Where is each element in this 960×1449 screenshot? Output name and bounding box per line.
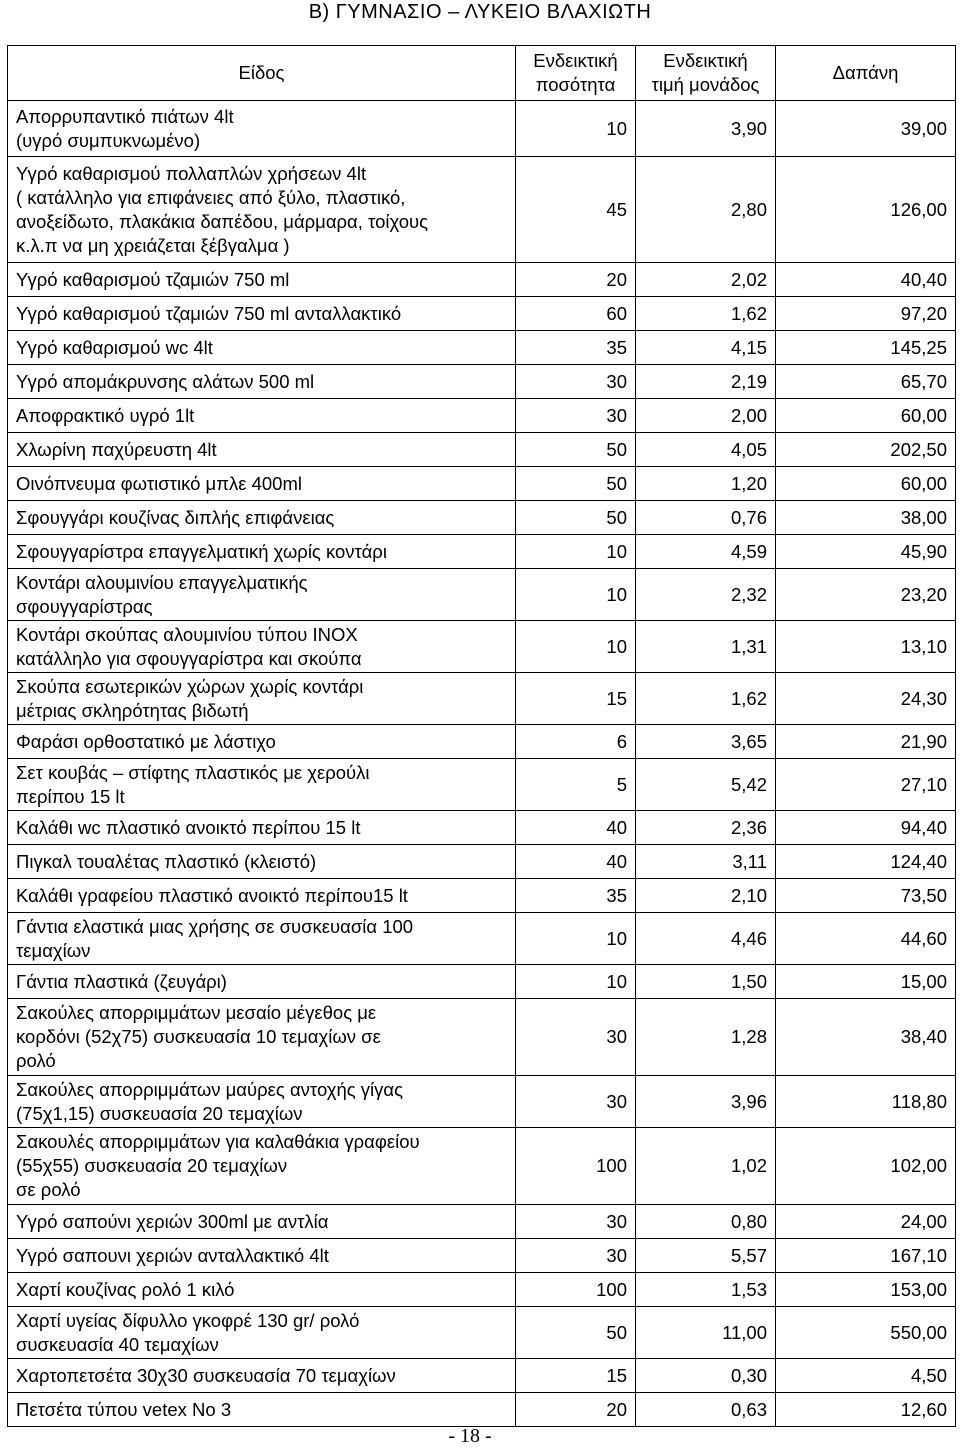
item-unit-price: 1,53 [636, 1273, 776, 1307]
section-title: Β) ΓΥΜΝΑΣΙΟ – ΛΥΚΕΙΟ ΒΛΑΧΙΩΤΗ [308, 1, 652, 23]
table-row [8, 811, 956, 845]
item-description: Πετσέτα τύπου vetex No 3 [8, 1393, 516, 1427]
item-quantity: 15 [516, 673, 636, 725]
item-quantity: 6 [516, 725, 636, 759]
item-description: Χαρτί κουζίνας ρολό 1 κιλό [8, 1273, 516, 1307]
item-unit-price: 0,30 [636, 1359, 776, 1393]
item-description: Σακούλες απορριμμάτων μαύρες αντοχής γίγας (75χ1,15) συσκευασία 20 τεμαχίων [8, 1076, 516, 1128]
table-row [8, 1393, 956, 1427]
item-quantity: 60 [516, 297, 636, 331]
header-cost: Δαπάνη [776, 46, 956, 101]
item-description: Κοντάρι αλουμινίου επαγγελματικής σφουγγαρίστρας [8, 569, 516, 621]
item-cost: 60,00 [776, 467, 956, 501]
table-row [8, 569, 956, 621]
item-quantity: 50 [516, 467, 636, 501]
item-quantity: 50 [516, 1307, 636, 1359]
item-unit-price: 4,05 [636, 433, 776, 467]
item-quantity: 30 [516, 1239, 636, 1273]
item-unit-price: 4,15 [636, 331, 776, 365]
item-cost: 15,00 [776, 965, 956, 999]
item-description: Χαρτοπετσέτα 30χ30 συσκευασία 70 τεμαχίων [8, 1359, 516, 1393]
item-unit-price: 1,28 [636, 999, 776, 1076]
table-row [8, 297, 956, 331]
item-quantity: 5 [516, 759, 636, 811]
item-cost: 4,50 [776, 1359, 956, 1393]
item-unit-price: 2,00 [636, 399, 776, 433]
item-cost: 65,70 [776, 365, 956, 399]
table-row [8, 725, 956, 759]
item-description: Καλάθι γραφείου πλαστικό ανοικτό περίπου15 lt [8, 879, 516, 913]
item-cost: 38,40 [776, 999, 956, 1076]
item-quantity: 30 [516, 1076, 636, 1128]
item-quantity: 10 [516, 621, 636, 673]
item-unit-price: 2,80 [636, 157, 776, 263]
item-quantity: 100 [516, 1273, 636, 1307]
item-description: Υγρό καθαρισμού πολλαπλών χρήσεων 4lt ( κατάλληλο για επιφάνειες από ξύλο, πλαστικό, ανοξείδωτο, πλακάκια δαπέδου, μάρμαρα, τοίχους κ.λ.π να μη χρειάζεται ξέβγαλμα ) [8, 157, 516, 263]
item-quantity: 35 [516, 331, 636, 365]
item-unit-price: 3,90 [636, 101, 776, 157]
item-description: Σετ κουβάς – στίφτης πλαστικός με χερούλι περίπου 15 lt [8, 759, 516, 811]
item-quantity: 30 [516, 999, 636, 1076]
item-quantity: 35 [516, 879, 636, 913]
item-unit-price: 1,20 [636, 467, 776, 501]
item-quantity: 10 [516, 965, 636, 999]
item-description: Αποφρακτικό υγρό 1lt [8, 399, 516, 433]
item-cost: 21,90 [776, 725, 956, 759]
item-unit-price: 1,62 [636, 297, 776, 331]
item-quantity: 10 [516, 913, 636, 965]
item-cost: 94,40 [776, 811, 956, 845]
item-unit-price: 1,31 [636, 621, 776, 673]
table-row [8, 101, 956, 157]
item-quantity: 10 [516, 569, 636, 621]
item-unit-price: 4,46 [636, 913, 776, 965]
item-unit-price: 1,50 [636, 965, 776, 999]
item-description: Καλάθι wc πλαστικό ανοικτό περίπου 15 lt [8, 811, 516, 845]
table-row [8, 365, 956, 399]
item-unit-price: 2,10 [636, 879, 776, 913]
item-unit-price: 2,36 [636, 811, 776, 845]
item-description: Γάντια ελαστικά μιας χρήσης σε συσκευασία 100 τεμαχίων [8, 913, 516, 965]
item-cost: 45,90 [776, 535, 956, 569]
item-description: Σφουγγαρίστρα επαγγελματική χωρίς κοντάρι [8, 535, 516, 569]
page-number: - 18 - [448, 1425, 492, 1447]
item-cost: 39,00 [776, 101, 956, 157]
item-cost: 24,00 [776, 1205, 956, 1239]
item-quantity: 10 [516, 101, 636, 157]
table-row [8, 501, 956, 535]
table-row [8, 399, 956, 433]
item-unit-price: 0,63 [636, 1393, 776, 1427]
item-description: Υγρό απομάκρυνσης αλάτων 500 ml [8, 365, 516, 399]
item-description: Σκούπα εσωτερικών χώρων χωρίς κοντάρι μέτριας σκληρότητας βιδωτή [8, 673, 516, 725]
item-cost: 12,60 [776, 1393, 956, 1427]
supplies-table [7, 45, 956, 1427]
item-unit-price: 5,57 [636, 1239, 776, 1273]
item-cost: 44,60 [776, 913, 956, 965]
item-description: Σφουγγάρι κουζίνας διπλής επιφάνειας [8, 501, 516, 535]
table-body [8, 101, 956, 1427]
item-description: Σακούλες απορριμμάτων μεσαίο μέγεθος με κορδόνι (52χ75) συσκευασία 10 τεμαχίων σε ρολό [8, 999, 516, 1076]
table-row [8, 433, 956, 467]
item-description: Σακουλές απορριμμάτων για καλαθάκια γραφείου (55χ55) συσκευασία 20 τεμαχίων σε ρολό [8, 1128, 516, 1205]
item-quantity: 15 [516, 1359, 636, 1393]
item-cost: 97,20 [776, 297, 956, 331]
item-unit-price: 4,59 [636, 535, 776, 569]
item-cost: 24,30 [776, 673, 956, 725]
table-row [8, 673, 956, 725]
header-unit-price: Ενδεικτική τιμή μονάδος [636, 46, 776, 101]
item-description: Κοντάρι σκούπας αλουμινίου τύπου INOX κατάλληλο για σφουγγαρίστρα και σκούπα [8, 621, 516, 673]
item-cost: 23,20 [776, 569, 956, 621]
table-row [8, 1076, 956, 1128]
item-cost: 13,10 [776, 621, 956, 673]
item-unit-price: 2,32 [636, 569, 776, 621]
item-quantity: 45 [516, 157, 636, 263]
table-row [8, 913, 956, 965]
table-row [8, 1359, 956, 1393]
item-description: Πιγκαλ τουαλέτας πλαστικό (κλειστό) [8, 845, 516, 879]
item-description: Γάντια πλαστικά (ζευγάρι) [8, 965, 516, 999]
item-cost: 202,50 [776, 433, 956, 467]
item-cost: 126,00 [776, 157, 956, 263]
item-description: Οινόπνευμα φωτιστικό μπλε 400ml [8, 467, 516, 501]
item-description: Χλωρίνη παχύρευστη 4lt [8, 433, 516, 467]
item-unit-price: 1,62 [636, 673, 776, 725]
item-quantity: 30 [516, 399, 636, 433]
item-quantity: 10 [516, 535, 636, 569]
item-description: Απορρυπαντικό πιάτων 4lt (υγρό συμπυκνωμένο) [8, 101, 516, 157]
header-item: Είδος [8, 46, 516, 101]
item-unit-price: 2,19 [636, 365, 776, 399]
item-quantity: 20 [516, 1393, 636, 1427]
item-unit-price: 2,02 [636, 263, 776, 297]
item-cost: 124,40 [776, 845, 956, 879]
item-unit-price: 1,02 [636, 1128, 776, 1205]
item-description: Φαράσι ορθοστατικό με λάστιχο [8, 725, 516, 759]
item-quantity: 20 [516, 263, 636, 297]
table-row [8, 1239, 956, 1273]
item-description: Υγρό καθαρισμού wc 4lt [8, 331, 516, 365]
table-row [8, 621, 956, 673]
item-unit-price: 3,11 [636, 845, 776, 879]
item-unit-price: 11,00 [636, 1307, 776, 1359]
table-row [8, 263, 956, 297]
item-cost: 167,10 [776, 1239, 956, 1273]
header-quantity: Ενδεικτική ποσότητα [516, 46, 636, 101]
item-quantity: 40 [516, 811, 636, 845]
item-description: Υγρό σαπούνι χεριών 300ml με αντλία [8, 1205, 516, 1239]
item-cost: 550,00 [776, 1307, 956, 1359]
table-row [8, 331, 956, 365]
item-unit-price: 0,80 [636, 1205, 776, 1239]
table-row [8, 535, 956, 569]
item-cost: 40,40 [776, 263, 956, 297]
item-cost: 38,00 [776, 501, 956, 535]
item-quantity: 40 [516, 845, 636, 879]
item-cost: 102,00 [776, 1128, 956, 1205]
item-quantity: 30 [516, 365, 636, 399]
item-description: Υγρό καθαρισμού τζαμιών 750 ml ανταλλακτικό [8, 297, 516, 331]
item-cost: 153,00 [776, 1273, 956, 1307]
item-quantity: 30 [516, 1205, 636, 1239]
item-cost: 118,80 [776, 1076, 956, 1128]
item-unit-price: 3,65 [636, 725, 776, 759]
table-row [8, 999, 956, 1076]
table-row [8, 467, 956, 501]
item-quantity: 50 [516, 433, 636, 467]
table-row [8, 1273, 956, 1307]
table-row [8, 157, 956, 263]
item-unit-price: 5,42 [636, 759, 776, 811]
item-cost: 60,00 [776, 399, 956, 433]
table-row [8, 759, 956, 811]
item-description: Υγρό σαπουνι χεριών ανταλλακτικό 4lt [8, 1239, 516, 1273]
table-row [8, 845, 956, 879]
item-cost: 73,50 [776, 879, 956, 913]
table-row [8, 879, 956, 913]
item-description: Χαρτί υγείας δίφυλλο γκοφρέ 130 gr/ ρολό συσκευασία 40 τεμαχίων [8, 1307, 516, 1359]
item-unit-price: 3,96 [636, 1076, 776, 1128]
item-description: Υγρό καθαρισμού τζαμιών 750 ml [8, 263, 516, 297]
item-unit-price: 0,76 [636, 501, 776, 535]
table-row [8, 1307, 956, 1359]
item-cost: 145,25 [776, 331, 956, 365]
item-quantity: 100 [516, 1128, 636, 1205]
item-cost: 27,10 [776, 759, 956, 811]
table-header-row [8, 46, 956, 101]
table-row [8, 1128, 956, 1205]
table-row [8, 1205, 956, 1239]
table-row [8, 965, 956, 999]
item-quantity: 50 [516, 501, 636, 535]
